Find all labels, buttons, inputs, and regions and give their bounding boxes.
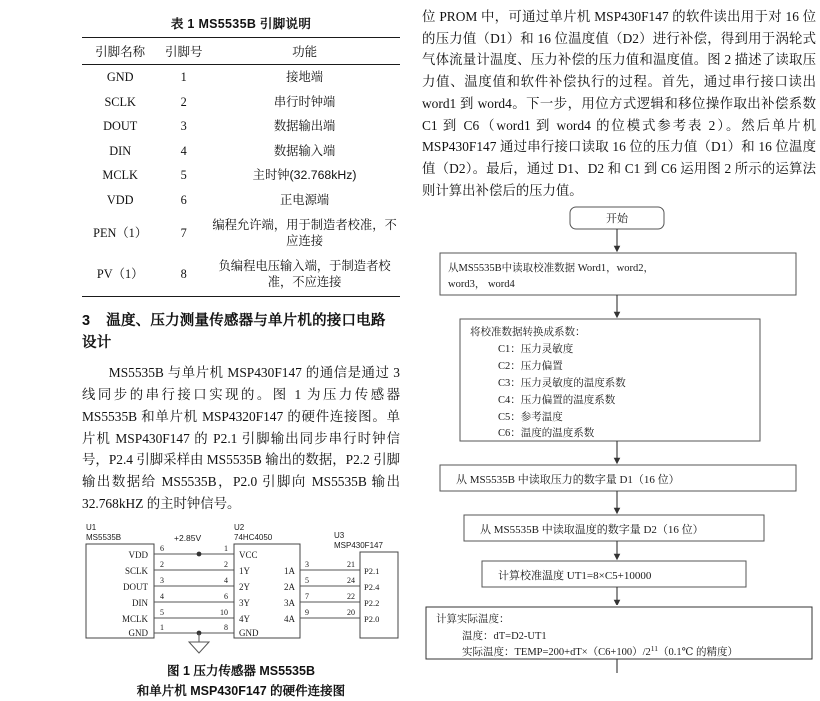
u1-pin-num-dout: 3	[160, 576, 164, 586]
cell-function: 接地端	[286, 70, 324, 84]
section-title: 温度、压力测量传感器与单片机的接口电路设计	[82, 312, 386, 351]
u1-pin-label-din: DIN	[132, 598, 148, 609]
u2-pin-num-4a: 9	[305, 608, 309, 618]
cell-pin-name: PEN（1）	[93, 225, 148, 240]
table-row	[82, 213, 400, 254]
u1-pin-num-gnd: 1	[160, 623, 164, 633]
flow-start-label: 开始	[606, 213, 628, 226]
cell-pin-number: 5	[180, 168, 187, 183]
table-row	[82, 254, 400, 297]
figure1-caption	[82, 662, 400, 701]
cell-pin-name: VDD	[106, 192, 134, 207]
u2-pin-num-3a: 7	[305, 592, 309, 602]
u3-pin-label-p20: P2.0	[364, 614, 380, 625]
supply-label: +2.85V	[174, 533, 202, 544]
flow-actual-line2-exp: 11	[650, 644, 659, 654]
u2-pin-label-3y: 3Y	[239, 598, 250, 609]
flowchart-svg	[422, 205, 816, 605]
flow-actual-line2-b: （0.1℃ 的精度）	[658, 647, 739, 659]
cell-function: 数据输入端	[273, 143, 336, 158]
u2-pin-num-1y: 2	[224, 560, 228, 570]
u1-pin-label-gnd: GND	[128, 628, 148, 639]
cell-pin-number: 3	[180, 119, 187, 134]
cell-function: 主时钟(32.768kHz)	[252, 168, 357, 183]
table-header-row	[82, 38, 400, 65]
right-paragraph-1: 位 PROM 中，可通过单片机 MSP430F147 的软件读出用于对 16 位的压力值（D1）和 16 位温度值（D2）进行补偿，得到用于涡轮式气体流量计温度、压力补偿的压力值和温度值。图 2 描述了读取压力值、温度值和软件补偿执行的过程。首先，通过串行接口读出 word1 到 word4。下一步，用位方式逻辑和移位操作取出补偿系数 C1 到 C6（word1 到 word4 的位模式参考表 2）。然后单片机 MSP430F147 通过串行接口读取 16 位的压力值（D1）和 16 位温度值（D2）。最后，通过 D1、D2 和 C1 到 C6 运用图 2 所示的运算法则计算出补偿后的压力值。	[422, 9, 816, 198]
cell-function: 编程允许端，用于制造者校准，不应连接	[212, 217, 397, 249]
cell-pin-name: PV（1）	[82, 254, 158, 297]
cell-function: 串行时钟端	[273, 94, 336, 109]
supply-node	[197, 552, 202, 557]
cell-function: 负编程电压输入端，于制造者校准，不应连接	[209, 254, 400, 297]
table1-caption: 表 1 MS5535B 引脚说明	[170, 17, 312, 31]
th-pin-name: 引脚名称	[82, 38, 158, 65]
flow-actual-title: 计算实际温度：	[436, 614, 510, 626]
th-function: 功能	[209, 38, 400, 65]
section-paragraph: MS5535B 与单片机 MSP430F147 的通信是通过 3 线同步的串行接口实现的。图 1 为压力传感器 MS5535B 和单片机 MSP4320F147 的硬件连接图。单片机 MSP430F147 的 P2.1 引脚输出同步串行时钟信号，P2.4 引脚采样由 MS5535B 输出的数据，P2.2 引脚输出数据给 MS5535B，P2.0 引脚向 MS5535B 输出 32.768kHZ 的主时钟信号。	[82, 365, 400, 511]
u2-part: 74HC4050	[234, 533, 273, 543]
u1-pin-label-vdd: VDD	[128, 550, 148, 561]
cell-pin-number: 6	[180, 192, 187, 207]
u2-pin-label-gnd: GND	[239, 628, 259, 639]
u2-pin-label-1a: 1A	[284, 566, 295, 577]
cell-pin-number: 1	[180, 70, 187, 84]
flowchart-svg-bottom	[422, 605, 816, 675]
flow-read-cal-line2: word3， word4	[448, 279, 515, 291]
u2-pin-num-3y: 6	[224, 592, 228, 602]
pin-description-table	[82, 37, 400, 297]
u2-pin-num-4y: 10	[220, 608, 228, 618]
figure1-caption-line2: 和单片机 MSP430F147 的硬件连接图	[136, 683, 346, 698]
flow-coeff-c1: C1：压力灵敏度	[498, 344, 574, 356]
flow-coeff-c2: C2：压力偏置	[498, 361, 563, 373]
u2-pin-num-vcc: 1	[224, 544, 228, 554]
u1-pin-num-vdd: 6	[160, 544, 164, 554]
u3-ref: U3	[334, 531, 345, 541]
u3-pin-num-p21: 21	[347, 560, 355, 570]
u2-pin-label-2y: 2Y	[239, 582, 250, 593]
u3-pin-num-p24: 24	[347, 576, 355, 586]
u1-pin-num-din: 4	[160, 592, 164, 602]
cell-pin-number: 4	[180, 143, 187, 158]
cell-pin-name: SCLK	[104, 94, 136, 109]
u1-ref: U1	[86, 523, 97, 533]
table-row	[82, 188, 400, 213]
circuit-svg	[82, 520, 400, 660]
u3-pin-num-p22: 22	[347, 592, 355, 602]
cell-pin-number: 7	[180, 225, 187, 240]
u2-pin-label-3a: 3A	[284, 598, 295, 609]
u1-pin-num-mclk: 5	[160, 608, 164, 618]
flow-calc-ut1-label: 计算校准温度 UT1=8×C5+10000	[498, 570, 652, 583]
u2-pin-num-1a: 3	[305, 560, 309, 570]
table-row	[82, 90, 400, 115]
figure1-caption-line1: 图 1 压力传感器 MS5535B	[167, 664, 315, 679]
u2-pin-label-1y: 1Y	[239, 566, 250, 577]
cell-pin-name: DOUT	[103, 119, 138, 134]
cell-pin-name: MCLK	[102, 168, 138, 183]
cell-pin-name: GND	[106, 70, 134, 84]
u2-pin-num-gnd: 8	[224, 623, 228, 633]
cell-pin-name: DIN	[109, 143, 132, 158]
table-row	[82, 163, 400, 188]
figure1-circuit-diagram	[82, 520, 400, 660]
u1-pin-label-mclk: MCLK	[121, 614, 148, 625]
u2-pin-num-2a: 5	[305, 576, 309, 586]
u3-part: MSP430F147	[334, 541, 383, 551]
table1-body	[82, 65, 400, 297]
cell-pin-number: 2	[180, 94, 187, 109]
flow-read-d1-label: 从 MS5535B 中读取压力的数字量 D1（16 位）	[456, 474, 680, 487]
section-number: 3	[82, 312, 91, 329]
u1-pin-num-sclk: 2	[160, 560, 164, 570]
u1-u2-wires	[154, 554, 234, 633]
flow-actual-line2	[462, 644, 738, 658]
flow-coeff-c3: C3：压力灵敏度的温度系数	[498, 378, 626, 390]
cell-function: 数据输出端	[273, 119, 336, 134]
figure2-flowchart	[422, 205, 816, 675]
flow-coeff-c5: C5：参考温度	[498, 412, 563, 424]
ground-symbol-icon	[189, 642, 209, 653]
u2-pin-label-vcc: VCC	[239, 550, 258, 561]
flow-read-cal-line1: 从MS5535B中读取校准数据 Word1，word2，	[448, 263, 654, 275]
u3-pin-label-p22: P2.2	[364, 598, 380, 609]
flow-coeff-title: 将校准数据转换成系数：	[470, 327, 586, 339]
table-row	[82, 65, 400, 90]
flow-coeff-c6: C6：温度的温度系数	[498, 428, 595, 440]
u3-pin-label-p24: P2.4	[364, 582, 380, 593]
u2-pin-label-4a: 4A	[284, 614, 295, 625]
cell-function: 正电源端	[279, 192, 330, 207]
th-pin-number: 引脚号	[158, 38, 209, 65]
section-heading	[82, 311, 400, 355]
left-column	[10, 6, 408, 698]
u3-pin-label-p21: P2.1	[364, 566, 380, 577]
u2-pin-label-2a: 2A	[284, 582, 295, 593]
cell-pin-number: 8	[158, 254, 209, 297]
u1-pin-label-sclk: SCLK	[124, 566, 148, 577]
u1-part: MS5535B	[86, 533, 122, 543]
u2-ref: U2	[234, 523, 245, 533]
table-row	[82, 114, 400, 139]
flow-read-d2-label: 从 MS5535B 中读取温度的数字量 D2（16 位）	[480, 524, 704, 537]
u3-body	[360, 552, 398, 638]
u2-pin-label-4y: 4Y	[239, 614, 250, 625]
u2-pin-num-2y: 4	[224, 576, 228, 586]
u1-pin-label-dout: DOUT	[123, 582, 148, 593]
table-row	[82, 139, 400, 164]
table1-head	[82, 38, 400, 65]
flow-coeff-c4: C4：压力偏置的温度系数	[498, 395, 616, 407]
flow-actual-line1: 温度：dT=D2-UT1	[462, 631, 547, 643]
u3-pin-num-p20: 20	[347, 608, 355, 618]
flow-actual-line2-a: 实际温度：TEMP=200+dT×（C6+100）/2	[462, 647, 651, 659]
